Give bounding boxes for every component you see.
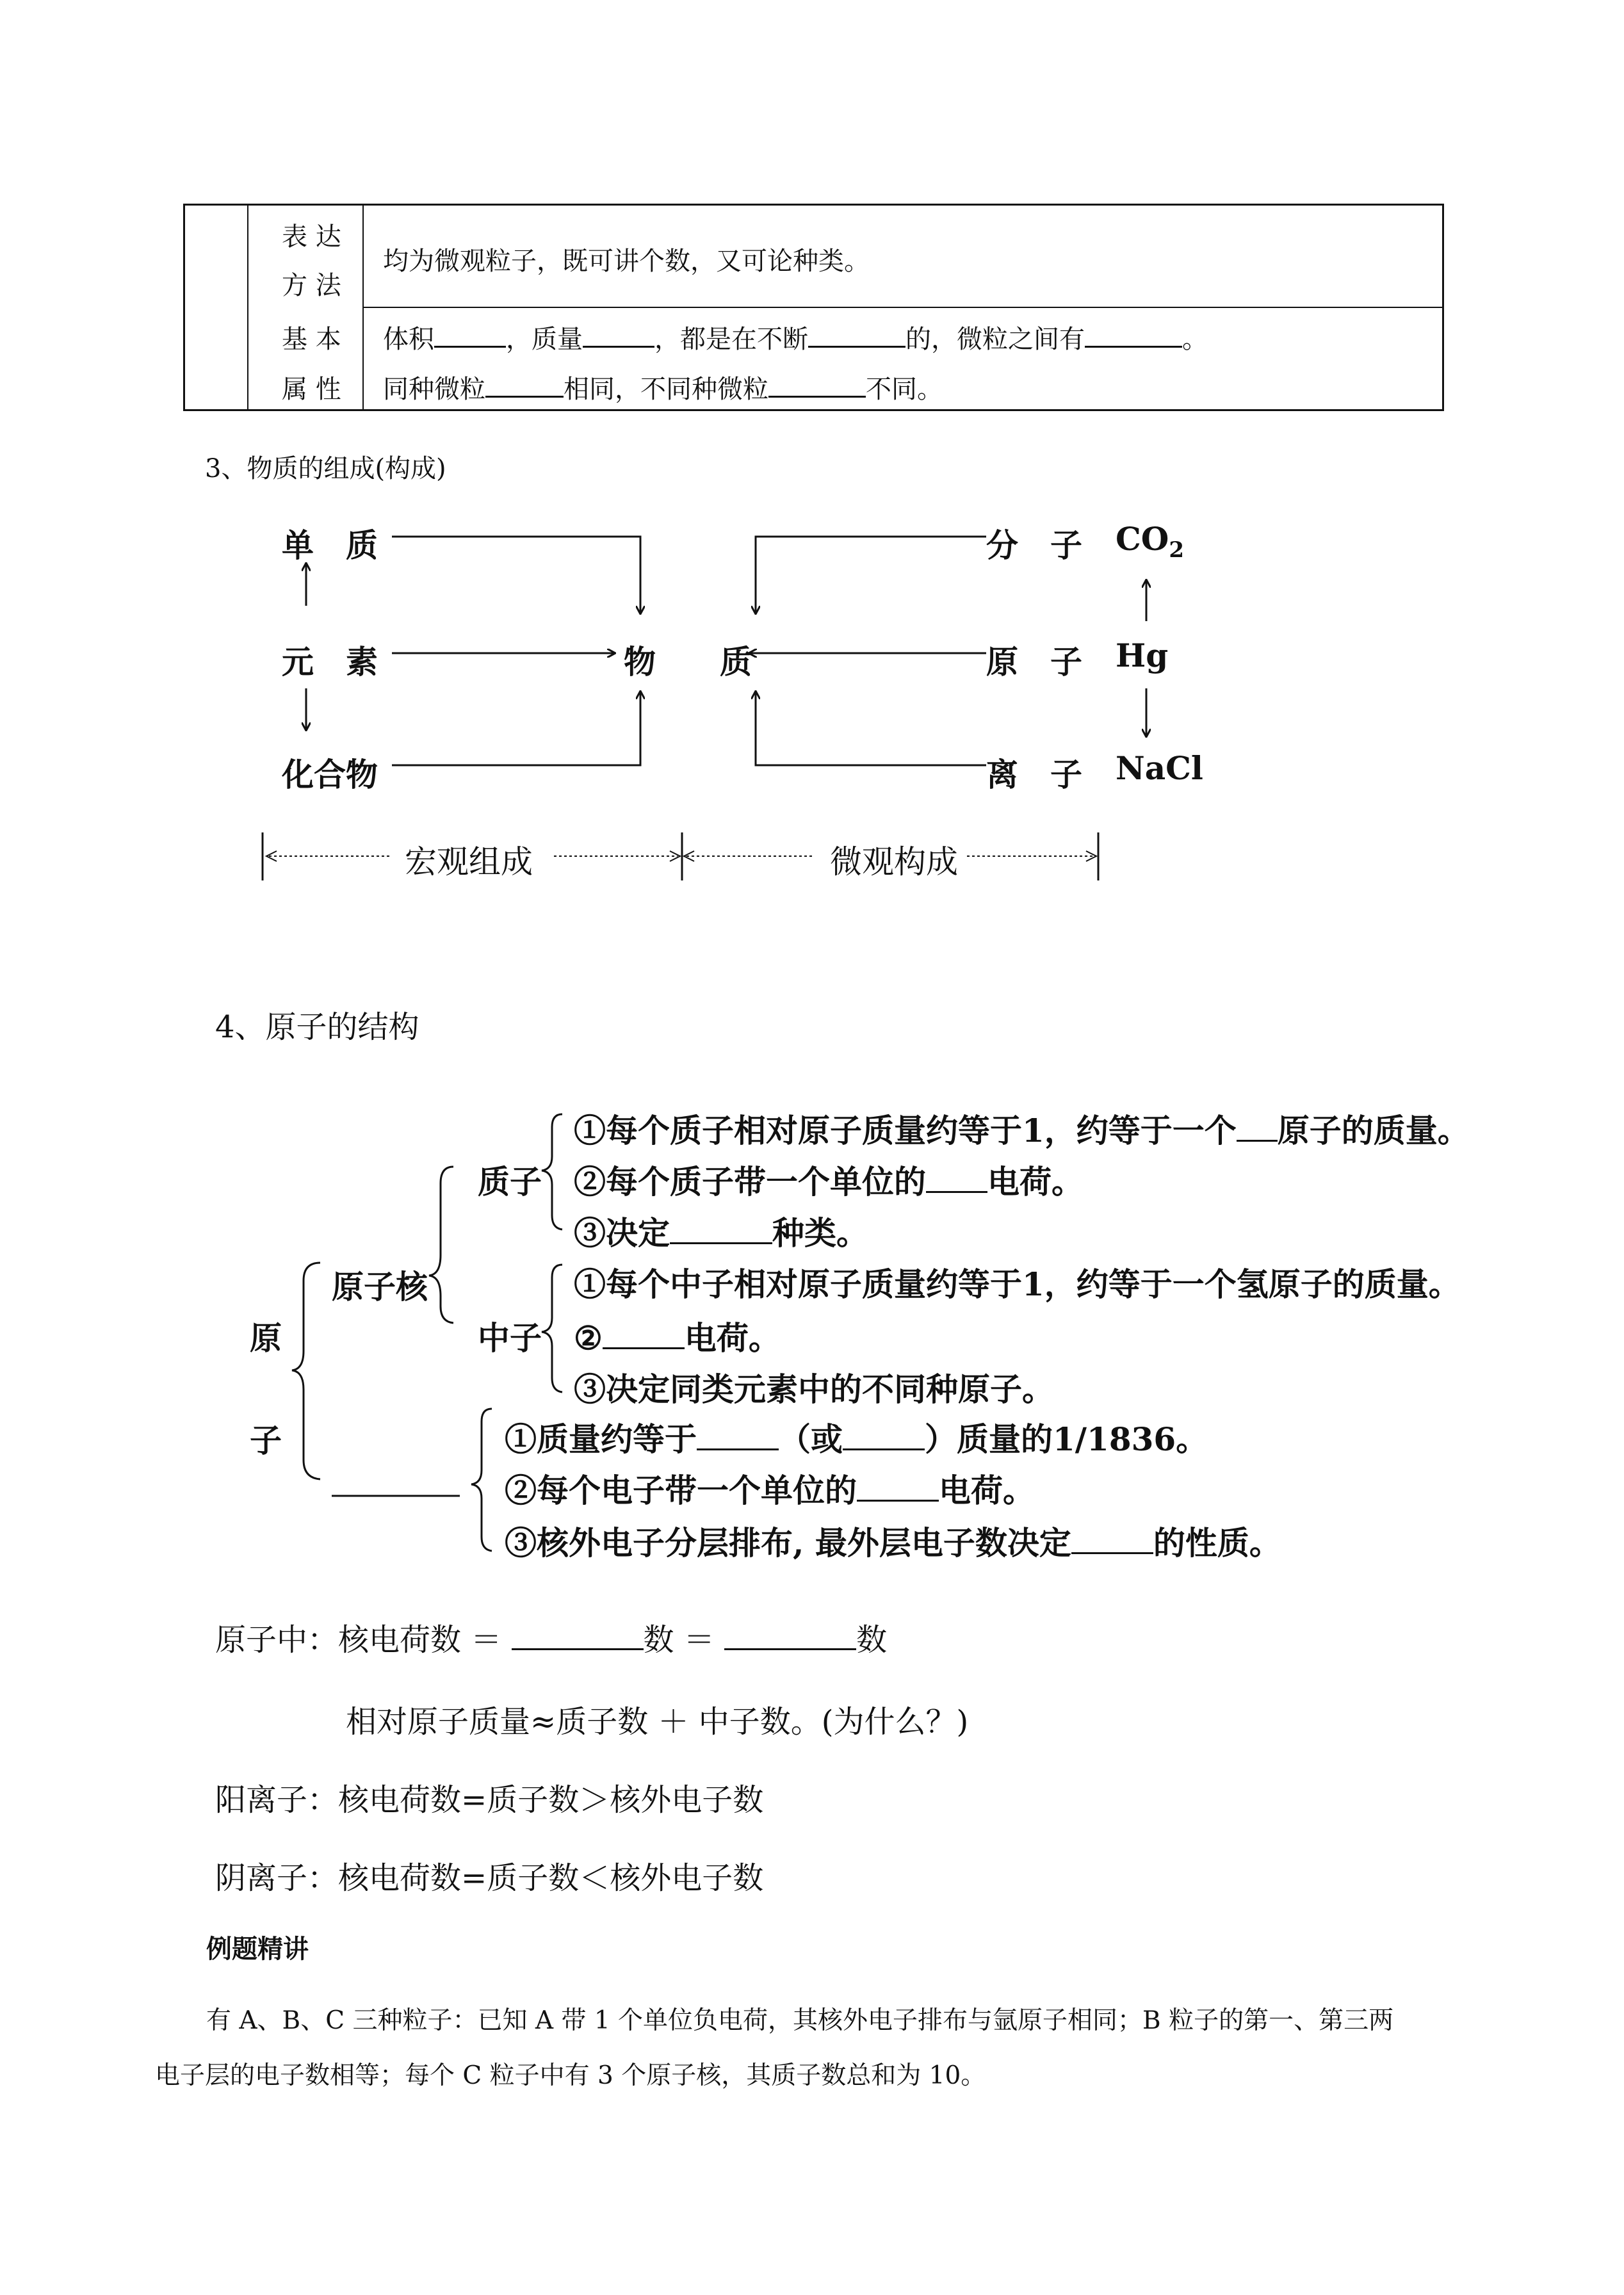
blank[interactable]: [1071, 1523, 1153, 1554]
atom-char-2: 子: [250, 1422, 282, 1459]
blank[interactable]: [857, 1471, 939, 1502]
blank[interactable]: [512, 1621, 644, 1650]
blank[interactable]: [697, 1420, 779, 1450]
example-heading: 例题精讲: [206, 1934, 309, 1964]
neutron-point-2: ② 电荷。: [574, 1319, 781, 1357]
atom-relation: 原子中：核电荷数 ＝ 数 ＝ 数: [215, 1615, 887, 1659]
blank[interactable]: [670, 1213, 772, 1244]
nacl-formula: NaCl: [1116, 749, 1203, 787]
atom-char-1: 原: [250, 1319, 282, 1357]
proton-point-3: ③决定 种类。: [574, 1214, 868, 1252]
section-4-heading: 4、原子的结构: [215, 1009, 419, 1045]
blank[interactable]: [1237, 1111, 1278, 1142]
blank[interactable]: [724, 1621, 856, 1650]
expression-content: 均为微观粒子，既可讲个数，又可论种类。: [383, 247, 870, 276]
property-line-2: 同种微粒 相同，不同种微粒 不同。: [383, 369, 943, 405]
co2-formula: $CO_2$: [1116, 520, 1185, 563]
micro-structure-label: 微观构成: [830, 843, 958, 880]
electron-point-3: ③核外电子分层排布, 最外层电子数决定 的性质。: [505, 1524, 1281, 1562]
neutron-label: 中子: [478, 1319, 542, 1357]
proton-point-2: ②每个质子带一个单位的 电荷。: [574, 1163, 1084, 1201]
atom-label: 原 子: [986, 643, 1082, 681]
blank[interactable]: [926, 1162, 987, 1193]
electron-point-1: ①质量约等于 （或 ）质量的1/1836。: [505, 1420, 1208, 1458]
property-line-1: 体积 ，质量 ，都是在不断 的，微粒之间有 。: [383, 319, 1208, 355]
row-label-expression-2: 方 法: [282, 271, 341, 300]
neutron-point-3: ③决定同类元素中的不同种原子。: [574, 1370, 1054, 1408]
section-3-heading: 3、物质的组成(构成): [205, 454, 446, 483]
molecule-label: 分 子: [986, 526, 1082, 564]
matter-label: 物 质: [624, 643, 752, 681]
blank[interactable]: [843, 1420, 925, 1450]
row-label-property-1: 基 本: [282, 325, 341, 354]
cation-relation: 阳离子：核电荷数=质子数＞核外电子数: [215, 1782, 764, 1818]
row-label-property-2: 属 性: [282, 375, 341, 404]
blank[interactable]: [603, 1318, 685, 1349]
elemental-substance-label: 单 质: [282, 526, 378, 564]
proton-point-1: ①每个质子相对原子质量约等于1，约等于一个 原子的质量。: [574, 1112, 1470, 1149]
neutron-point-1: ①每个中子相对原子质量约等于1，约等于一个氢原子的质量。: [574, 1265, 1461, 1303]
nucleus-label: 原子核: [332, 1268, 428, 1306]
relative-mass-relation: 相对原子质量≈质子数 ＋ 中子数。(为什么？): [346, 1704, 969, 1740]
example-line-1: 有 A、B、C 三种粒子：已知 A 带 1 个单位负电荷，其核外电子排布与氩原子相同；B 粒子的第一、第三两: [206, 2006, 1394, 2035]
anion-relation: 阴离子：核电荷数=质子数＜核外电子数: [215, 1860, 764, 1896]
ion-label: 离 子: [986, 756, 1082, 793]
electron-point-2: ②每个电子带一个单位的 电荷。: [505, 1472, 1035, 1509]
example-line-2: 电子层的电子数相等；每个 C 粒子中有 3 个原子核，其质子数总和为 10。: [155, 2061, 986, 2090]
proton-label: 质子: [478, 1163, 542, 1201]
hg-formula: Hg: [1116, 637, 1169, 674]
compound-label: 化合物: [282, 756, 378, 793]
element-label: 元 素: [282, 643, 378, 681]
macro-composition-label: 宏观组成: [405, 843, 533, 880]
row-label-expression-1: 表 达: [282, 222, 341, 252]
